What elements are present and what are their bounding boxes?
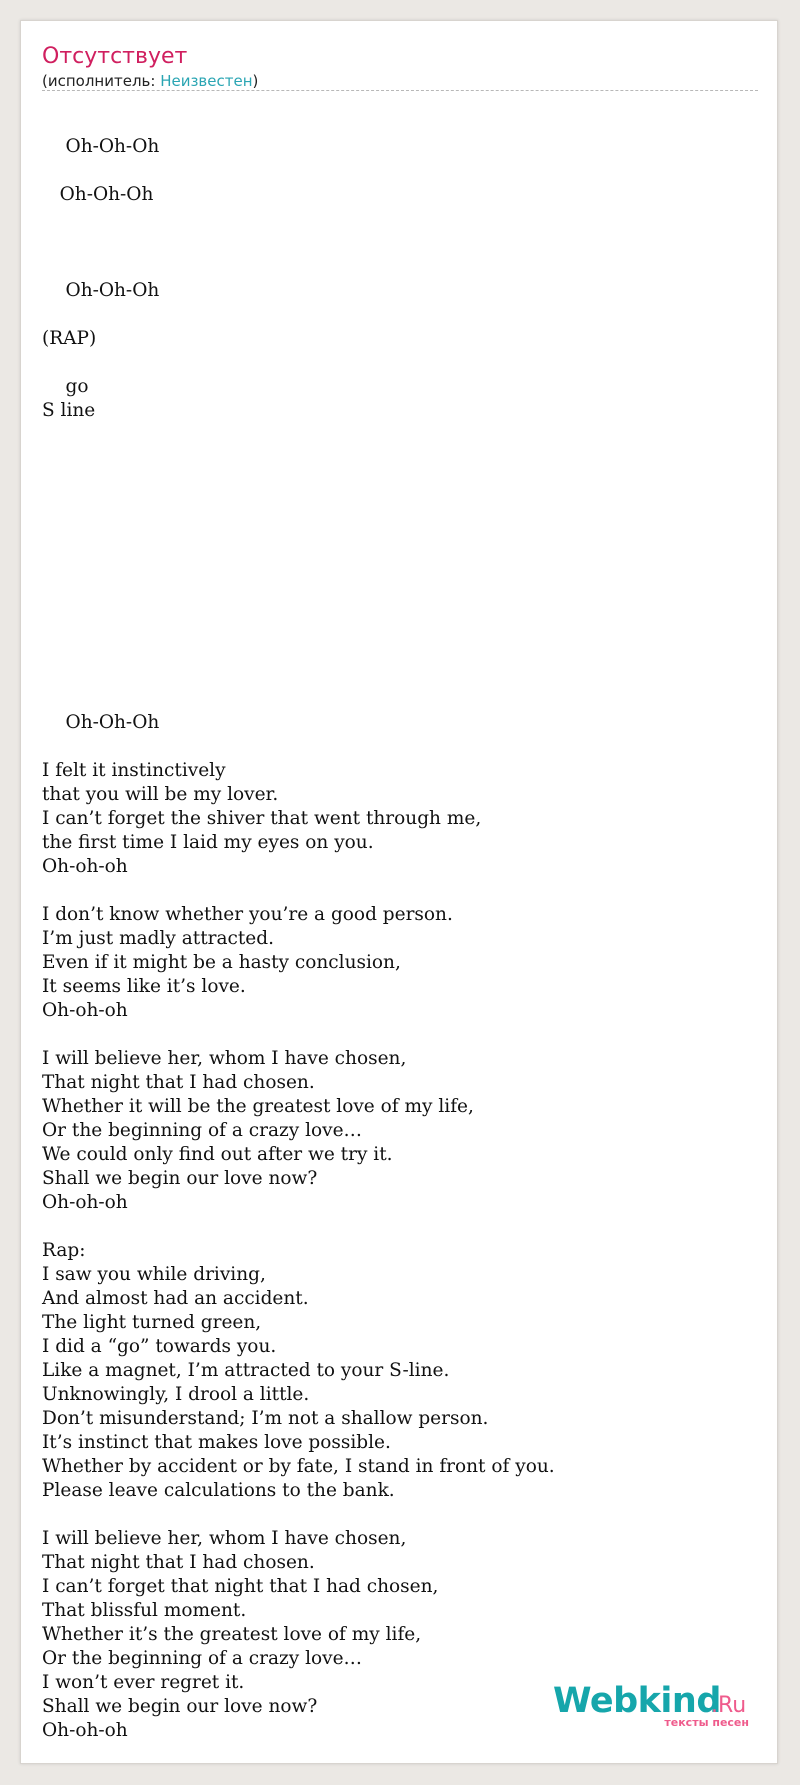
lyric-line: We could only find out after we try it.: [42, 1144, 393, 1165]
lyric-line: Whether it will be the greatest love of my life,: [42, 1096, 474, 1117]
artist-link[interactable]: Неизвестен: [160, 72, 253, 90]
lyric-line: I can’t forget that night that I had chosen,: [42, 1576, 439, 1597]
lyric-line: that you will be my lover.: [42, 784, 279, 805]
lyric-line: Oh-Oh-Oh: [42, 712, 160, 733]
lyric-line: I will believe her, whom I have chosen,: [42, 1528, 407, 1549]
lyrics-text: [42, 135, 742, 1743]
lyric-line: Or the beginning of a crazy love…: [42, 1648, 363, 1669]
lyric-line: [42, 1503, 742, 1527]
lyric-line: Rap:: [42, 1240, 86, 1261]
song-title: Отсутствует: [42, 44, 188, 69]
lyric-line: The light turned green,: [42, 1312, 262, 1333]
lyric-line: That blissful moment.: [42, 1600, 247, 1621]
lyric-line: Oh-Oh-Oh: [42, 280, 160, 301]
lyric-line: I felt it instinctively: [42, 760, 226, 781]
artist-line: [42, 71, 258, 91]
header-divider: [42, 90, 758, 91]
lyric-line: Oh-oh-oh: [42, 1000, 128, 1021]
lyric-line: S line: [42, 400, 96, 421]
artist-suffix: ): [252, 72, 259, 90]
logo-wordmark: Webkind: [553, 1681, 721, 1721]
lyric-line: [42, 495, 742, 519]
lyrics-card: [20, 20, 778, 1764]
lyric-line: Whether by accident or by fate, I stand in front of you.: [42, 1456, 555, 1477]
lyric-line: I can’t forget the shiver that went through me,: [42, 808, 482, 829]
lyric-line: [42, 543, 742, 567]
lyric-line: Oh-Oh-Oh: [42, 184, 154, 205]
lyric-line: [42, 687, 742, 711]
lyric-line: Oh-oh-oh: [42, 1720, 128, 1741]
lyric-line: (RAP): [42, 328, 97, 349]
lyric-line: go: [42, 376, 89, 397]
lyric-line: [42, 207, 742, 231]
lyric-line: Like a magnet, I’m attracted to your S-line.: [42, 1360, 450, 1381]
lyric-line: Please leave calculations to the bank.: [42, 1480, 395, 1501]
lyric-line: [42, 447, 742, 471]
artist-prefix: (исполнитель:: [42, 72, 161, 90]
lyric-line: [42, 471, 742, 495]
lyric-line: It’s instinct that makes love possible.: [42, 1432, 391, 1453]
lyric-line: Unknowingly, I drool a little.: [42, 1384, 310, 1405]
lyric-line: I don’t know whether you’re a good person.: [42, 904, 453, 925]
lyric-line: [42, 255, 742, 279]
lyric-line: [42, 159, 742, 183]
lyric-line: Or the beginning of a crazy love…: [42, 1120, 363, 1141]
lyric-line: Don’t misunderstand; I’m not a shallow person.: [42, 1408, 489, 1429]
lyric-line: Even if it might be a hasty conclusion,: [42, 952, 401, 973]
lyric-line: [42, 231, 742, 255]
webkind-logo[interactable]: [553, 1681, 749, 1729]
lyric-line: Oh-Oh-Oh: [42, 136, 160, 157]
lyric-line: [42, 879, 742, 903]
lyric-line: I won’t ever regret it.: [42, 1672, 245, 1693]
lyric-line: the first time I laid my eyes on you.: [42, 832, 374, 853]
lyric-line: [42, 423, 742, 447]
logo-domain-suffix: .Ru: [711, 1693, 747, 1718]
lyric-line: And almost had an accident.: [42, 1288, 309, 1309]
logo-tagline: тексты песен: [664, 1716, 749, 1729]
lyric-line: [42, 1023, 742, 1047]
lyric-line: I saw you while driving,: [42, 1264, 266, 1285]
lyric-line: [42, 519, 742, 543]
lyric-line: [42, 663, 742, 687]
lyric-line: I’m just madly attracted.: [42, 928, 274, 949]
lyric-line: Oh-oh-oh: [42, 856, 128, 877]
lyric-line: Oh-oh-oh: [42, 1192, 128, 1213]
lyric-line: Shall we begin our love now?: [42, 1168, 318, 1189]
lyric-line: [42, 1215, 742, 1239]
lyric-line: [42, 615, 742, 639]
lyric-line: Whether it’s the greatest love of my life,: [42, 1624, 422, 1645]
lyric-line: [42, 567, 742, 591]
lyric-line: I will believe her, whom I have chosen,: [42, 1048, 407, 1069]
lyric-line: That night that I had chosen.: [42, 1072, 315, 1093]
lyric-line: [42, 639, 742, 663]
lyric-line: It seems like it’s love.: [42, 976, 246, 997]
lyric-line: [42, 351, 742, 375]
lyric-line: [42, 591, 742, 615]
lyric-line: Shall we begin our love now?: [42, 1696, 318, 1717]
lyric-line: [42, 303, 742, 327]
lyric-line: [42, 735, 742, 759]
lyric-line: I did a “go” towards you.: [42, 1336, 277, 1357]
lyric-line: That night that I had chosen.: [42, 1552, 315, 1573]
